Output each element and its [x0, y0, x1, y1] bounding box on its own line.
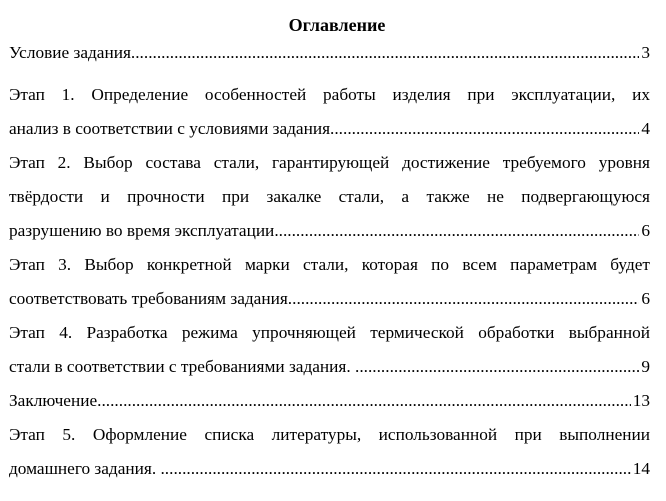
- toc-entry-conclusion: [9, 384, 650, 418]
- toc-entry-line: [9, 44, 650, 62]
- toc-page-number: 4: [641, 119, 650, 138]
- toc-entry-line: [9, 452, 650, 486]
- toc-leader-dots: [355, 350, 639, 384]
- toc-entry-line: твёрдости и прочности при закалке стали, а также не подвергающуюся: [9, 187, 650, 206]
- toc-page-number: 6: [641, 221, 650, 240]
- toc-entry-line: [9, 350, 650, 384]
- toc-entry-line: [9, 384, 650, 418]
- toc-entry-text: стали в соответствии с требованиями задания.: [9, 357, 355, 376]
- toc-entry-line: Этап 2. Выбор состава стали, гарантирующей достижение требуемого уровня: [9, 153, 650, 172]
- toc-entry-stage-1: [9, 78, 650, 146]
- toc-entry-text: разрушению во время эксплуатации: [9, 221, 275, 240]
- toc-entry-line: Этап 5. Оформление списка литературы, использованной при выполнении: [9, 425, 650, 444]
- toc-entry-stage-3: [9, 248, 650, 316]
- toc-page-number: 3: [641, 44, 650, 62]
- toc-page-number: 9: [641, 357, 650, 376]
- toc-leader-dots: [131, 44, 639, 62]
- toc-leader-dots: [274, 214, 639, 248]
- toc-entry-line: [9, 112, 650, 146]
- toc-entry-line: Этап 1. Определение особенностей работы изделия при эксплуатации, их: [9, 85, 650, 104]
- toc-entry-line: [9, 282, 650, 316]
- toc-entry-conditions: [9, 44, 650, 62]
- toc-entry-line: Этап 3. Выбор конкретной марки стали, которая по всем параметрам будет: [9, 255, 650, 274]
- toc-entry-stage-2: [9, 146, 650, 248]
- toc-entry-line: [9, 214, 650, 248]
- toc-page-number: 6: [641, 289, 650, 308]
- toc-page-number: 14: [632, 459, 650, 478]
- toc-entry-text: анализ в соответствии с условиями задания.: [9, 119, 335, 138]
- toc-entry-text: домашнего задания.: [9, 459, 161, 478]
- toc-entry-text: соответствовать требованиям задания: [9, 289, 288, 308]
- toc-entry-stage-4: [9, 316, 650, 384]
- toc-entry-text: Условие задания: [9, 44, 131, 62]
- toc-leader-dots: [97, 384, 631, 418]
- toc-entry-stage-5: [9, 418, 650, 486]
- toc-leader-dots: [160, 452, 630, 486]
- toc-leader-dots: [288, 282, 640, 316]
- toc-leader-dots: [334, 112, 639, 146]
- toc-page-number: 13: [632, 391, 650, 410]
- toc-title: Оглавление: [288, 15, 386, 35]
- toc-entry-text: Заключение: [9, 391, 98, 410]
- toc-entry-line: Этап 4. Разработка режима упрочняющей термической обработки выбранной: [9, 323, 650, 342]
